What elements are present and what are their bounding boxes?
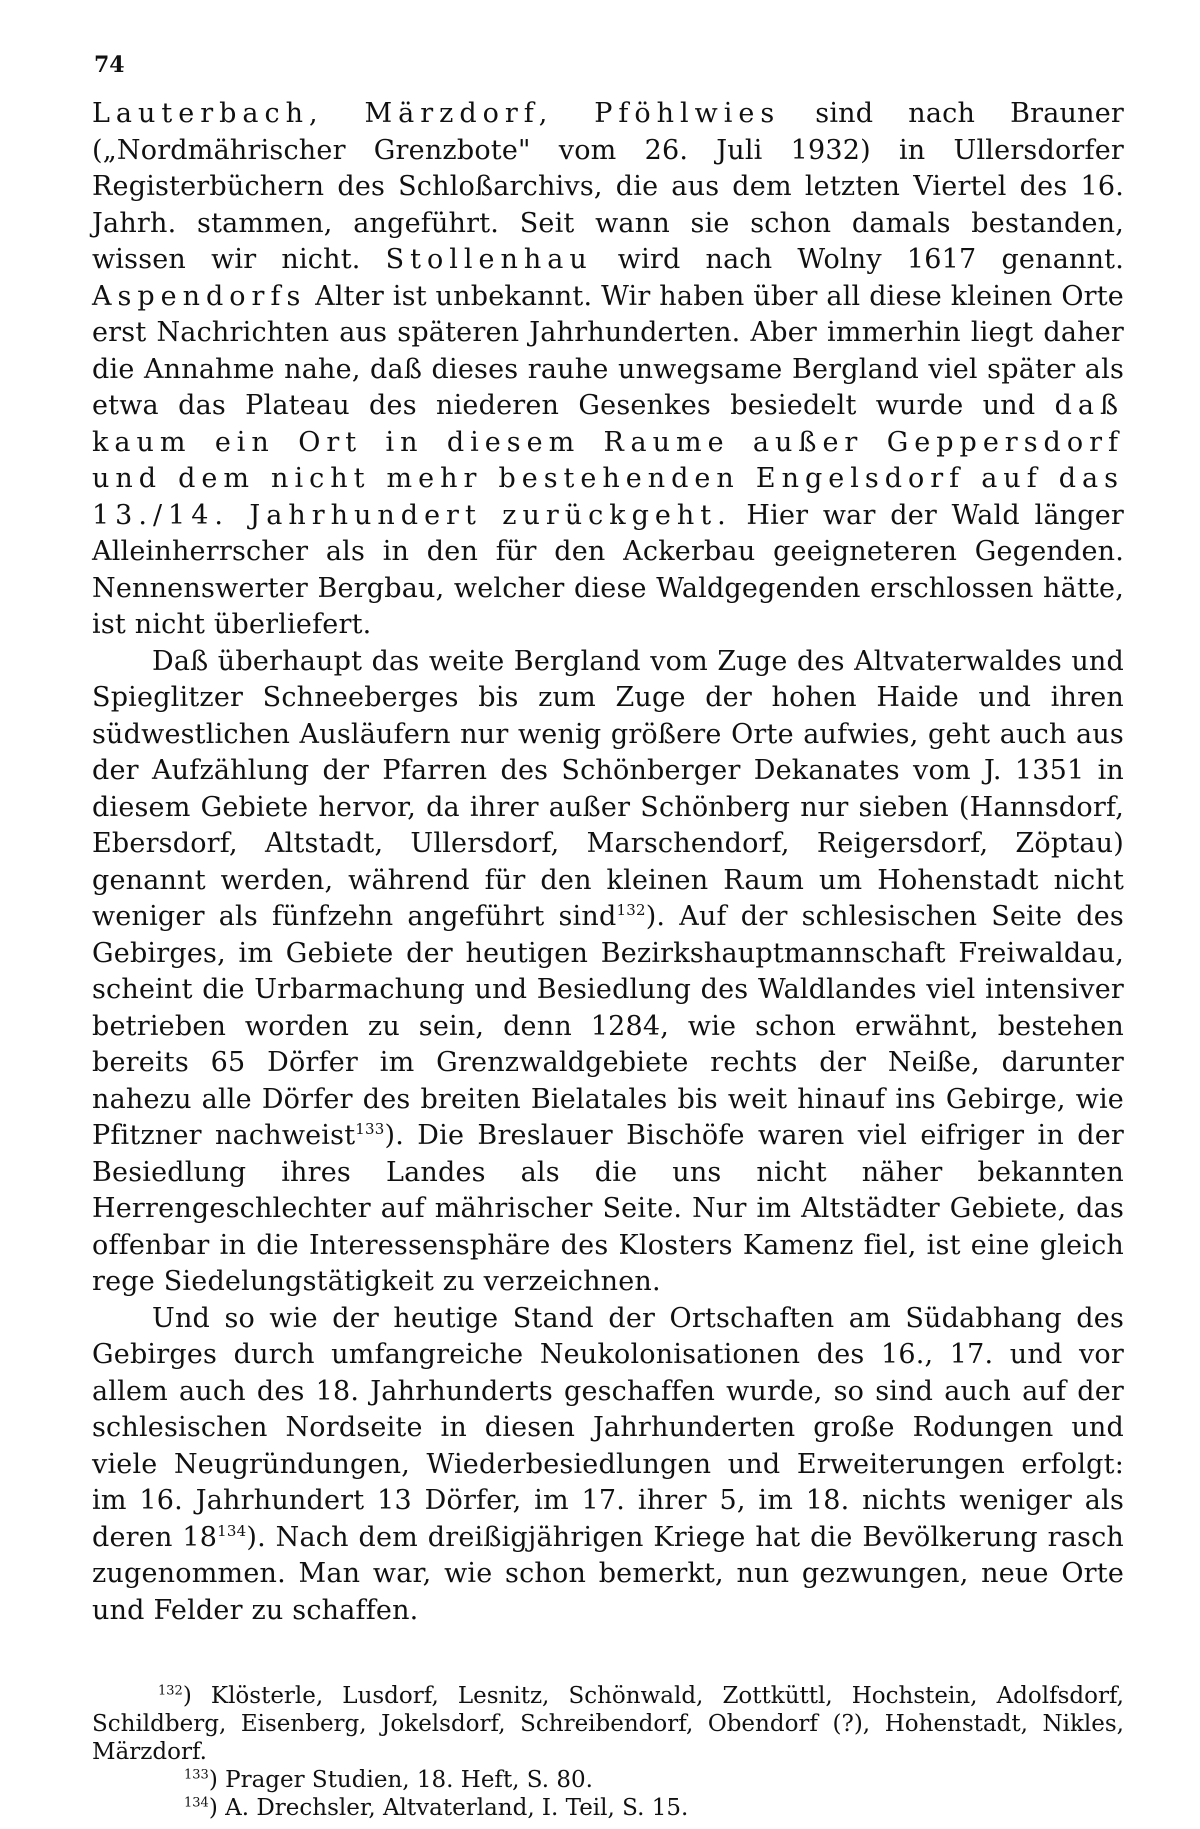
text-segment: Daß überhaupt das weite Bergland vom Zuge des Altvaterwaldes und Spieglitzer Schneeberges bis zum Zuge der hohen Haide und ihren südwestlichen Ausläufern nur wenig größere Orte aufwies, geht auch aus der Aufzählung der Pfarren des Schönberger Dekanates vom J. 1351 in diesem Gebiete hervor, da ihrer außer Schönberg nur sieben (Hannsdorf, Ebersdorf, Altstadt, Ullersdorf, Marschendorf, Reigersdorf, Zöptau) genannt werden, während für den kleinen Raum um Hohenstadt nicht weniger als fünfzehn angeführt sind: [92, 645, 1124, 932]
footnote-marker: 134: [184, 1795, 209, 1811]
footnote-marker: 133: [184, 1767, 209, 1783]
footnote-marker: 132: [158, 1683, 183, 1699]
text-segment: daß kaum ein Ort in diesem Raume außer Geppersdorf und dem nicht mehr bestehenden Engelsdorf auf das 13./14. Jahrhundert zurückgeht.: [92, 390, 1124, 531]
footnote: [92, 1766, 1124, 1794]
text-segment: Stollenhau: [385, 244, 593, 275]
text-segment: ). Nach dem dreißigjährigen Kriege hat die Bevölkerung rasch zugenommen. Man war, wie schon bemerkt, nun gezwungen, neue Orte und Felder zu schaffen.: [92, 1521, 1125, 1626]
text-segment: wird nach Wolny 1617 genannt.: [592, 244, 1124, 275]
text-segment: Und so wie der heutige Stand der Ortschaften am Südabhang des Gebirges durch umfangreiche Neukolonisationen des 16., 17. und vor allem auch des 18. Jahrhunderts geschaffen wurde, so sind auch auf der schlesischen Nordseite in diesen Jahrhunderten große Rodungen und viele Neugründungen, Wiederbesiedlungen und Erweiterungen erfolgt: im 16. Jahrhundert 13 Dörfer, im 17. ihrer 5, im 18. nichts weniger als deren 18: [92, 1302, 1124, 1553]
footnote-text: ) Prager Studien, 18. Heft, S. 80.: [208, 1767, 593, 1793]
footnotes: [92, 1682, 1124, 1822]
text-segment: Lauterbach, Märzdorf, Pföhlwies: [92, 98, 781, 129]
text-segment: Aspendorfs: [92, 280, 307, 312]
text-segment: sind nach Brauner („Nordmährischer Grenzbote" vom 26. Juli 1932) in Ullersdorfer Registerbüchern des Schloßarchivs, die aus dem letzten Viertel des 16. Jahrh. stammen, angeführt. Seit wann sie schon damals bestanden, wissen wir nicht.: [92, 98, 1124, 275]
body-text: [92, 96, 1124, 1629]
text-segment: ). Die Breslauer Bischöfe waren viel eifriger in der Besiedlung ihres Landes als die uns nicht näher bekannten Herrengeschlechter auf mährischer Seite. Nur im Altstädter Gebiete, das offenbar in die Interessensphäre des Klosters Kamenz fiel, ist eine gleich rege Siedelungstätigkeit zu verzeichnen.: [92, 1120, 1124, 1297]
footnote-reference: 134: [217, 1521, 247, 1540]
footnote-reference: 132: [616, 901, 646, 919]
footnote: [92, 1682, 1124, 1766]
paragraph: [92, 644, 1124, 1301]
paragraph: [92, 1301, 1124, 1630]
text-segment: Hier war der Wald länger Alleinherrscher als in den für den Ackerbau geeigneteren Gegenden. Nennenswerter Bergbau, welcher diese Waldgegenden erschlossen hätte, ist nicht überliefert.: [92, 499, 1124, 640]
page-number: 74: [94, 52, 125, 78]
text-segment: ). Auf der schlesischen Seite des Gebirges, im Gebiete der heutigen Bezirkshauptmannschaft Freiwaldau, scheint die Urbarmachung und Besiedlung des Waldlandes viel intensiver betrieben worden zu sein, denn 1284, wie schon erwähnt, bestehen bereits 65 Dörfer im Grenzwaldgebiete rechts der Neiße, darunter nahezu alle Dörfer des breiten Bielatales bis weit hinauf ins Gebirge, wie Pfitzner nachweist: [92, 901, 1124, 1151]
paragraph: [92, 96, 1124, 644]
book-page: [92, 52, 1125, 1821]
footnote-text: ) A. Drechsler, Altvaterland, I. Teil, S. 15.: [208, 1795, 689, 1821]
footnote-text: ) Klösterle, Lusdorf, Lesnitz, Schönwald, Zottküttl, Hochstein, Adolfsdorf, Schildberg, Eisenberg, Jokelsdorf, Schreibendorf, Obendorf (?), Hohenstadt, Nikles, Märzdorf.: [92, 1683, 1124, 1765]
text-segment: Alter ist unbekannt. Wir haben über all diese kleinen Orte erst Nachrichten aus späteren Jahrhunderten. Aber immerhin liegt daher die Annahme nahe, daß dieses rauhe unwegsame Bergland viel später als etwa das Plateau des niederen Gesenkes besiedelt wurde und: [92, 280, 1124, 421]
footnote: [92, 1794, 1124, 1822]
footnote-reference: 133: [355, 1120, 385, 1138]
